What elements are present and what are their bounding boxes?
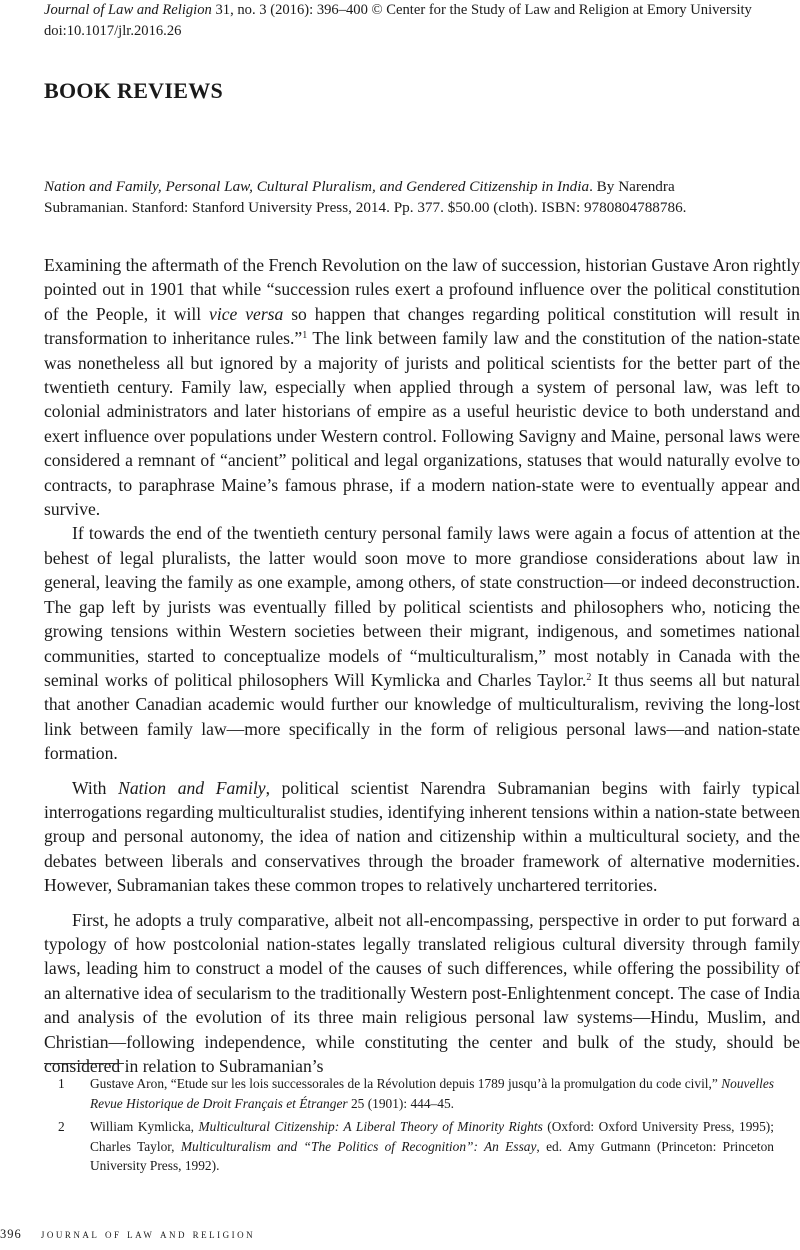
page-footer xyxy=(0,1227,255,1242)
paragraph-2: If towards the end of the twentieth century personal family laws were again a focus of attention at the behest of legal pluralists, the latter would soon move to more grandiose considerations about law in general, leaving the family as one example, among others, of state construction—or indeed deconstruction. The gap left by jurists was eventually filled by political scientists and philosophers who, noticing the growing tensions within Western societies between their migrant, indigenous, and sometimes national communities, started to conceptualize models of “multiculturalism,” most notably in Canada with the seminal works of political philosophers Will Kymlicka and Charles Taylor.$^2$ It thus seems all but natural that another Canadian academic would further our knowledge of multiculturalism, reviving the long-lost link between family law—more specifically in the form of religious personal laws—and nation-state formation. xyxy=(44,523,800,764)
book-reference-line1 xyxy=(44,176,800,197)
footnotes xyxy=(44,1074,774,1180)
paragraph-1: Examining the aftermath of the French Revolution on the law of succession, historian Gustave Aron rightly pointed out in 1901 that while “succession rules exert a profound influence over the political constitution of the People, it will vice versa so happen that changes regarding political constitution will result in transformation to inheritance rules.”$^1$ The link between family law and the constitution of the nation-state was nonetheless all but ignored by a majority of jurists and political scientists for the better part of the twentieth century. Family law, especially when applied through a system of personal law, was left to colonial administrators and later historians of empire as a useful heuristic device to both understand and exert influence over populations under Western control. Following Savigny and Maine, personal laws were considered a remnant of “ancient” political and legal organizations, statuses that would naturally evolve to contracts, to paraphrase Maine’s famous phrase, if a modern nation-state were to eventually appear and survive. xyxy=(44,255,800,520)
footnote-ref-1[interactable]: 1 xyxy=(302,330,308,342)
footnote-1: 1 Gustave Aron, “Etude sur les lois successorales de la Révolution depuis 1789 jusqu’à la promulgation du code civil,” Nouvelles Revue Historique de Droit Français et Étranger 25 (1901): 444–45. xyxy=(58,1076,774,1111)
book-reference xyxy=(44,176,800,218)
section-title: BOOK REVIEWS xyxy=(44,78,224,103)
journal-name: Journal of Law and Religion xyxy=(44,2,212,18)
citation-details: 31, no. 3 (2016): 396–400 © Center for the Study of Law and Religion at Emory University xyxy=(211,2,752,18)
review-body xyxy=(44,253,800,1078)
footer-journal-name: journal of law and religion xyxy=(40,1227,256,1241)
book-author-intro: . By Narendra xyxy=(589,178,675,195)
doi[interactable]: doi:10.1017/jlr.2016.26 xyxy=(44,23,182,39)
footnote-ref-2[interactable]: 2 xyxy=(586,671,592,683)
book-publication-details: Subramanian. Stanford: Stanford University Press, 2014. Pp. 377. $50.00 (cloth). ISBN: 9780804788786. xyxy=(44,199,687,216)
paragraph-4: First, he adopts a truly comparative, albeit not all-encompassing, perspective in order to put forward a typology of how postcolonial nation-states legally translated religious cultural diversity through family laws, leading him to construct a model of the causes of such differences, while offering the possibility of an alternative idea of secularism to the traditionally Western post-Enlightenment concept. The case of India and analysis of the evolution of its three main religious personal law systems—Hindu, Muslim, and Christian—following independence, while constituting the center and bulk of the study, should be considered in relation to Subramanian’s xyxy=(44,909,800,1076)
book-title: Nation and Family, Personal Law, Cultural Pluralism, and Gendered Citizenship in India xyxy=(44,178,590,195)
paragraph-3: With Nation and Family, political scientist Narendra Subramanian begins with fairly typical interrogations regarding multiculturalist studies, identifying inherent tensions within a nation-state between group and personal autonomy, the idea of nation and citizenship within a multicultural society, and the debates between liberals and conservatives through the broader framework of alternative modernities. However, Subramanian takes these common tropes to relatively unchartered territories. xyxy=(44,777,800,896)
citation-line xyxy=(44,0,800,21)
footnote-number: 2 xyxy=(58,1119,65,1135)
footnote-divider xyxy=(44,1063,124,1064)
footnote-2: 2 William Kymlicka, Multicultural Citizenship: A Liberal Theory of Minority Rights (Oxford: Oxford University Press, 1995); Charles Taylor, Multiculturalism and “The Politics of Recognition”: An Essay, ed. Amy Gutmann (Princeton: Princeton University Press, 1992). xyxy=(58,1119,774,1174)
citation-header xyxy=(44,0,800,42)
page-number: 396 xyxy=(0,1227,22,1241)
footnote-number: 1 xyxy=(58,1076,65,1091)
